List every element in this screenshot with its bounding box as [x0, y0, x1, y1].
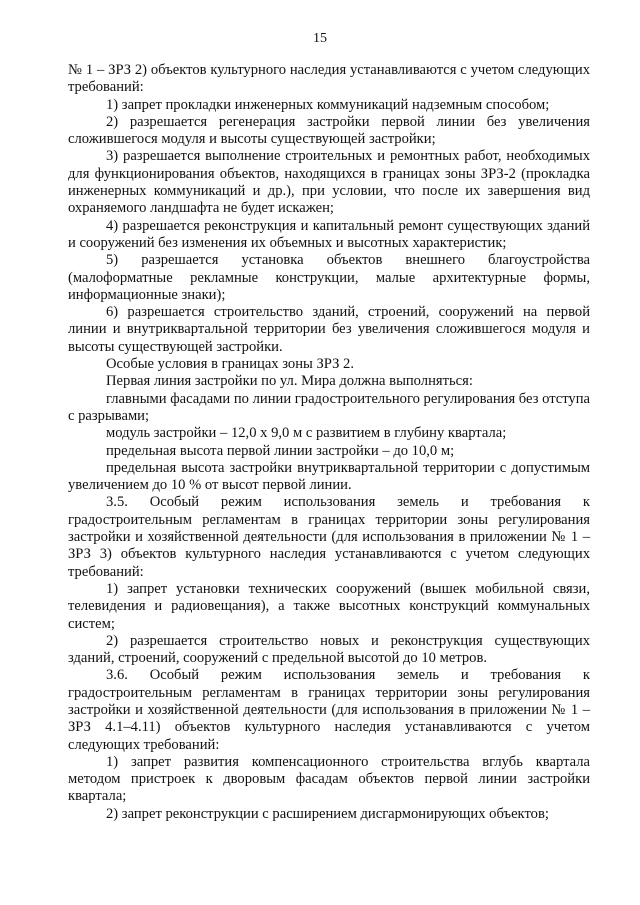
paragraph: модуль застройки – 12,0 х 9,0 м с развитием в глубину квартала; [106, 425, 507, 442]
paragraph: 1) запрет прокладки инженерных коммуникаций надземным способом; [106, 96, 550, 113]
paragraph: 2) запрет реконструкции с расширением дисгармонирующих объектов; [106, 805, 549, 822]
paragraph: 1) запрет установки технических сооружений (вышек мобильной связи, телевидения и радиовещания), а также высотных конструкций коммунальных систем; [68, 580, 590, 632]
paragraph: 2) разрешается строительство новых и реконструкция существующих зданий, строений, сооружений с предельной высотой до 10 метров. [68, 632, 590, 667]
page-number: 15 [313, 31, 327, 46]
paragraph: Первая линия застройки по ул. Мира должна выполняться: [106, 373, 473, 390]
paragraph: 2) разрешается регенерация застройки первой линии без увеличения сложившегося модуля и высоты существующей застройки; [68, 113, 590, 148]
section-3-5: 3.5. Особый режим использования земель и требования к градостроительным регламентам в границах территории зоны регулирования застройки и хозяйственной деятельности (для использования в приложении № 1 – ЗРЗ 3) объектов культурного наследия устанавливаются с учетом следующих требований: [68, 494, 590, 580]
paragraph: 3) разрешается выполнение строительных и ремонтных работ, необходимых для функционирования объектов, находящихся в границах зоны ЗРЗ-2 (прокладка инженерных коммуникаций и др.), при условии, что после их завершения вид охраняемого ландшафта не будет искажен; [68, 148, 590, 217]
paragraph: Особые условия в границах зоны ЗРЗ 2. [106, 356, 354, 373]
paragraph: предельная высота застройки внутриквартальной территории с допустимым увеличением до 10 % от высот первой линии. [68, 459, 590, 494]
paragraph: предельная высота первой линии застройки – до 10,0 м; [106, 442, 455, 459]
paragraph: главными фасадами по линии градостроительного регулирования без отступа с разрывами; [68, 390, 591, 424]
paragraph: 1) запрет развития компенсационного строительства вглубь квартала методом пристроек к дворовым фасадам объектов первой линии застройки квартала; [68, 753, 590, 805]
document-body [68, 62, 590, 823]
paragraph: № 1 – ЗРЗ 2) объектов культурного наследия устанавливаются с учетом следующих требований: [68, 62, 590, 96]
paragraph: 6) разрешается строительство зданий, строений, сооружений на первой линии и внутриквартальной территории без увеличения сложившегося модуля и высоты существующей застройки. [68, 304, 590, 355]
paragraph: 5) разрешается установка объектов внешнего благоустройства (малоформатные рекламные конструкции, малые архитектурные формы, информационные знаки); [68, 252, 590, 303]
section-3-6: 3.6. Особый режим использования земель и требования к градостроительным регламентам в границах территории зоны регулирования застройки и хозяйственной деятельности (для использования в приложении № 1 – ЗРЗ 4.1–4.11) объектов культурного наследия устанавливаются с учетом следующих требований: [68, 667, 590, 753]
paragraph: 4) разрешается реконструкция и капитальный ремонт существующих зданий и сооружений без изменения их объемных и высотных характеристик; [68, 217, 590, 251]
